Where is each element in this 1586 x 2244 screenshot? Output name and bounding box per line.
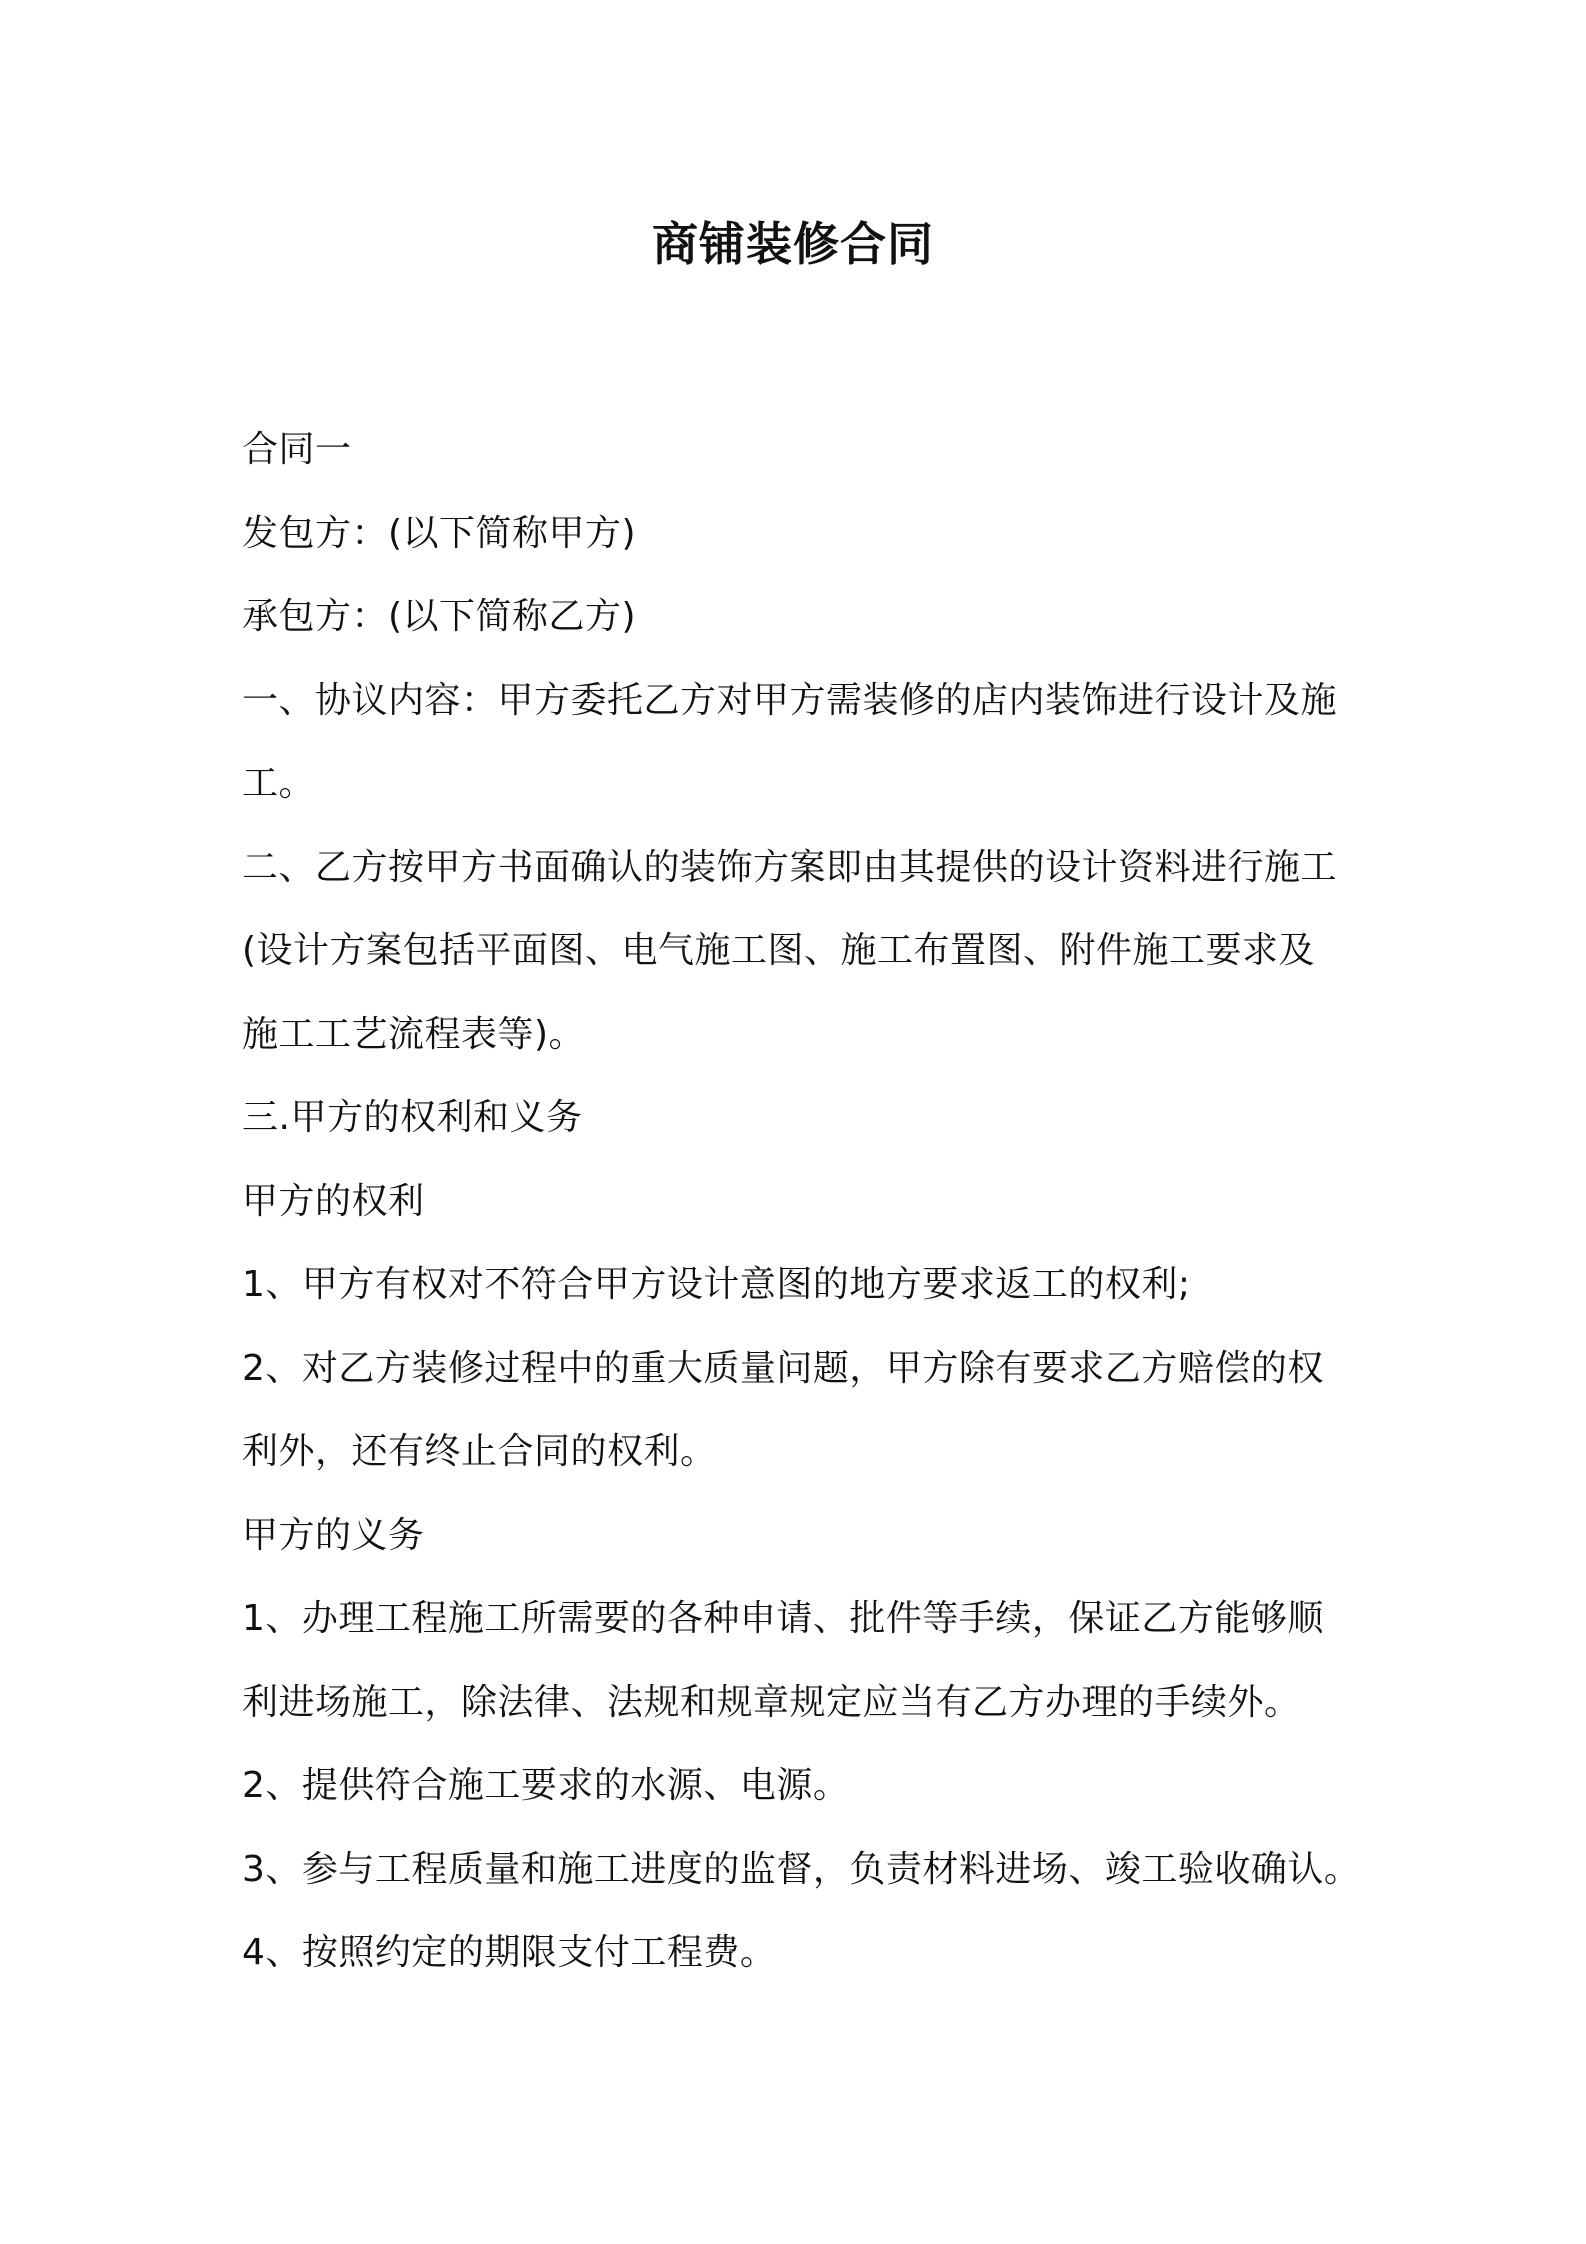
rights-item-2-line-2: 利外，还有终止合同的权利。: [242, 1431, 717, 1472]
clause-two-line-3: 施工工艺流程表等)。: [242, 1013, 586, 1055]
clause-three-heading: 三.甲方的权利和义务: [242, 1097, 583, 1138]
party-a-rights-heading: 甲方的权利: [242, 1180, 425, 1222]
clause-two-line-2: (设计方案包括平面图、电气施工图、施工布置图、附件施工要求及: [242, 930, 1316, 971]
obligations-item-3: 3、参与工程质量和施工进度的监督，负责材料进场、竣工验收确认。: [242, 1848, 1361, 1890]
obligations-item-4: 4、按照约定的期限支付工程费。: [242, 1932, 777, 1973]
party-a-obligations-heading: 甲方的义务: [242, 1514, 425, 1556]
clause-one-line-2: 工。: [242, 763, 316, 804]
clause-one-line-1: 一、协议内容：甲方委托乙方对甲方需装修的店内装饰进行设计及施: [242, 679, 1338, 721]
party-a-line: 发包方：(以下简称甲方): [242, 512, 637, 554]
obligations-item-1-line-2: 利进场施工，除法律、法规和规章规定应当有乙方办理的手续外。: [242, 1681, 1301, 1723]
section-heading-contract-one: 合同一: [242, 429, 352, 470]
party-b-line: 承包方：(以下简称乙方): [242, 596, 637, 637]
obligations-item-1-line-1: 1、办理工程施工所需要的各种申请、批件等手续，保证乙方能够顺: [242, 1598, 1324, 1639]
rights-item-1: 1、甲方有权对不符合甲方设计意图的地方要求返工的权利;: [242, 1264, 1191, 1305]
rights-item-2-line-1: 2、对乙方装修过程中的重大质量问题，甲方除有要求乙方赔偿的权: [242, 1347, 1324, 1389]
document-body: [242, 408, 1372, 1995]
document-title: 商铺装修合同: [652, 217, 934, 271]
obligations-item-2: 2、提供符合施工要求的水源、电源。: [242, 1765, 850, 1806]
clause-two-line-1: 二、乙方按甲方书面确认的装饰方案即由其提供的设计资料进行施工: [242, 846, 1338, 888]
